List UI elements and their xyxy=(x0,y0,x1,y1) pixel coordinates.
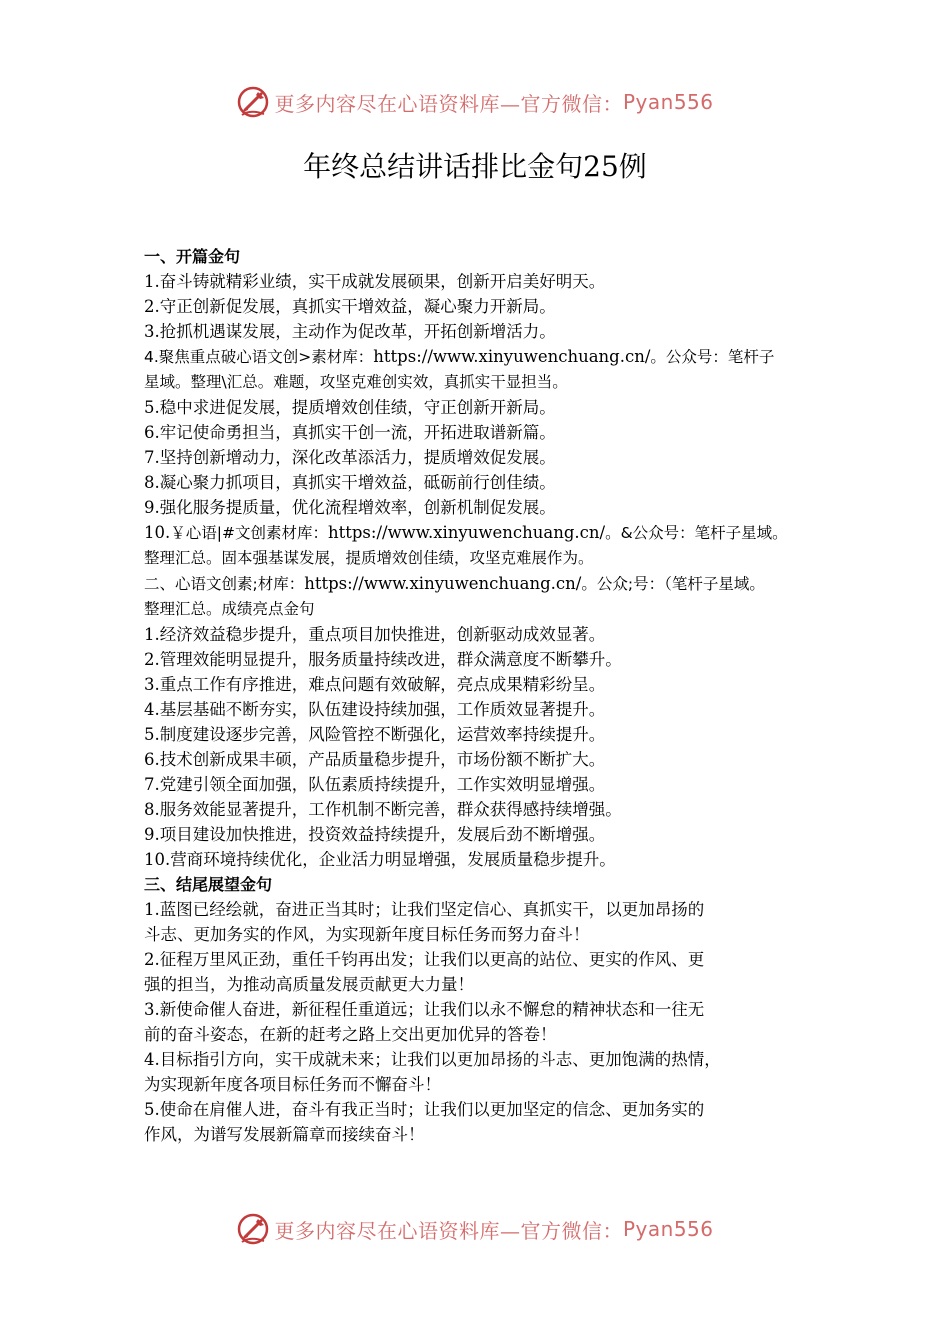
text-line: 整理汇总。成绩亮点金句 xyxy=(144,600,315,618)
pen-logo-icon xyxy=(236,85,270,119)
url-link[interactable]: https://www.xinyuwenchuang.cn/ xyxy=(327,523,606,542)
section-heading-1: 一、开篇金句 xyxy=(144,247,241,266)
url-link[interactable]: https://www.xinyuwenchuang.cn/ xyxy=(304,574,582,593)
text-line: 10.营商环境持续优化，企业活力明显增强，发展质量稳步提升。 xyxy=(144,850,616,869)
text-line: 5.稳中求进促发展，提质增效创佳绩，守正创新开新局。 xyxy=(144,398,556,417)
text-line: 9.强化服务提质量，优化流程增效率，创新机制促发展。 xyxy=(144,498,556,517)
watermark-wechat-id: Pyan556 xyxy=(622,90,714,114)
text-segment: 4.聚焦重点破心语文创>素材库： xyxy=(144,348,374,366)
watermark-wechat-id: Pyan556 xyxy=(622,1217,714,1241)
watermark-text: 更多内容尽在心语资料库—官方微信： xyxy=(274,91,623,116)
pen-logo-icon xyxy=(236,1212,270,1246)
section-heading-3: 三、结尾展望金句 xyxy=(144,875,273,894)
text-line: 1.奋斗铸就精彩业绩，实干成就发展硕果，创新开启美好明天。 xyxy=(144,272,606,291)
watermark-footer xyxy=(0,1207,950,1251)
text-line: 6.技术创新成果丰硕，产品质量稳步提升，市场份额不断扩大。 xyxy=(144,750,606,769)
text-line xyxy=(144,571,824,597)
watermark-header xyxy=(0,80,950,124)
document-body xyxy=(144,244,824,1147)
section-heading-2: 二、心语文创素;材库： xyxy=(144,575,305,593)
text-segment: 。公众号：笔杆子 xyxy=(650,348,775,366)
text-segment: 。公众;号：（笔杆子星域。 xyxy=(581,575,765,593)
text-line: 8.服务效能显著提升，工作机制不断完善，群众获得感持续增强。 xyxy=(144,800,622,819)
text-line: 1.蓝图已经绘就，奋进正当其时；让我们坚定信心、真抓实干，以更加昂扬的 xyxy=(144,900,705,919)
text-line: 4.基层基础不断夯实，队伍建设持续加强，工作质效显著提升。 xyxy=(144,700,606,719)
text-line: 7.党建引领全面加强，队伍素质持续提升，工作实效明显增强。 xyxy=(144,775,606,794)
text-line: 斗志、更加务实的作风，为实现新年度目标任务而努力奋斗！ xyxy=(144,925,590,944)
text-line: 6.牢记使命勇担当，真抓实干创一流，开拓进取谱新篇。 xyxy=(144,423,556,442)
text-line: 整理汇总。固本强基谋发展，提质增效创佳绩，攻坚克难展作为。 xyxy=(144,549,594,567)
text-line: 2.守正创新促发展，真抓实干增效益，凝心聚力开新局。 xyxy=(144,297,556,316)
text-line: 7.坚持创新增动力，深化改革添活力，提质增效促发展。 xyxy=(144,448,556,467)
text-line: 8.凝心聚力抓项目，真抓实干增效益，砥砺前行创佳绩。 xyxy=(144,473,556,492)
text-line: 2.管理效能明显提升，服务质量持续改进，群众满意度不断攀升。 xyxy=(144,650,622,669)
text-line: 作风，为谱写发展新篇章而接续奋斗！ xyxy=(144,1125,425,1144)
watermark-text: 更多内容尽在心语资料库—官方微信： xyxy=(274,1218,623,1243)
text-line: 3.重点工作有序推进，难点问题有效破解，亮点成果精彩纷呈。 xyxy=(144,675,606,694)
url-link[interactable]: https://www.xinyuwenchuang.cn/ xyxy=(373,347,651,366)
text-line: 5.制度建设逐步完善，风险管控不断强化，运营效率持续提升。 xyxy=(144,725,606,744)
text-line: 4.目标指引方向，实干成就未来；让我们以更加昂扬的斗志、更加饱满的热情， xyxy=(144,1050,721,1069)
text-segment: ￥心语|#文创素材库： xyxy=(170,524,328,542)
text-segment: 10. xyxy=(144,523,171,542)
text-line: 5.使命在肩催人进，奋斗有我正当时；让我们以更加坚定的信念、更加务实的 xyxy=(144,1100,705,1119)
text-line: 为实现新年度各项目标任务而不懈奋斗！ xyxy=(144,1075,441,1094)
document-title: 年终总结讲话排比金句25例 xyxy=(303,150,647,183)
text-line: 2.征程万里风正劲，重任千钧再出发；让我们以更高的站位、更实的作风、更 xyxy=(144,950,705,969)
text-line: 前的奋斗姿态，在新的赶考之路上交出更加优异的答卷！ xyxy=(144,1025,557,1044)
text-line: 强的担当，为推动高质量发展贡献更大力量！ xyxy=(144,975,474,994)
text-segment: 。&公众号：笔杆子星域。 xyxy=(605,524,788,542)
text-line: 星域。整理\汇总。难题，攻坚克难创实效，真抓实干显担当。 xyxy=(144,373,568,391)
text-line: 9.项目建设加快推进，投资效益持续提升，发展后劲不断增强。 xyxy=(144,825,606,844)
text-line: 3.新使命催人奋进，新征程任重道远；让我们以永不懈怠的精神状态和一往无 xyxy=(144,1000,705,1019)
text-line: 3.抢抓机遇谋发展，主动作为促改革，开拓创新增活力。 xyxy=(144,322,556,341)
text-line xyxy=(144,520,824,546)
text-line xyxy=(144,344,824,370)
text-line: 1.经济效益稳步提升，重点项目加快推进，创新驱动成效显著。 xyxy=(144,625,606,644)
